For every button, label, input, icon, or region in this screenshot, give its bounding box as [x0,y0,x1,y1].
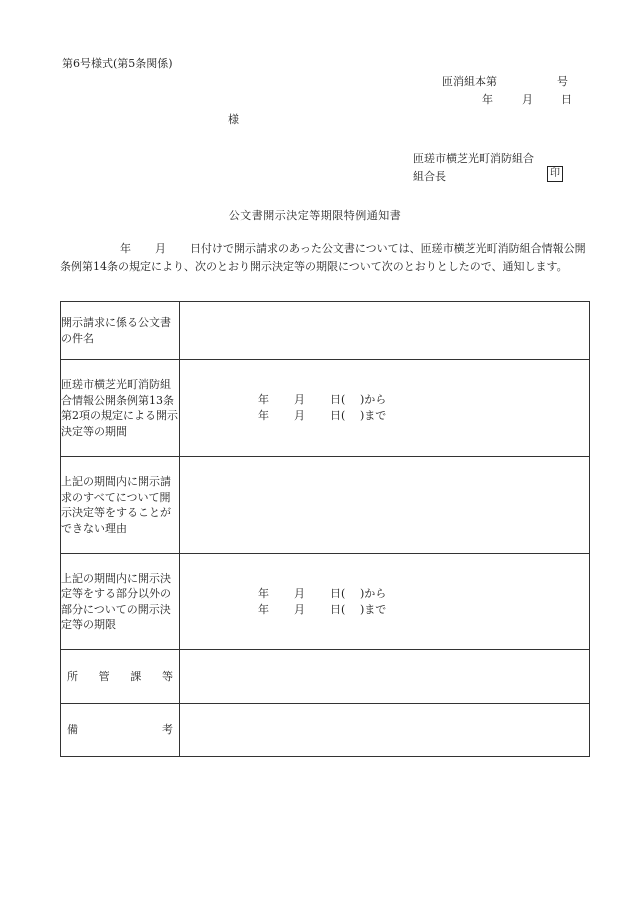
table-row [61,650,590,704]
period-to-line [258,408,589,424]
deadline-year: 年 [258,602,269,616]
deadline-month: 月 [294,602,305,616]
deadline-day: 日( [330,586,346,600]
table-row [61,360,590,457]
addressee: 様 [228,113,239,126]
value-department [180,650,590,704]
document-number [442,73,568,89]
value-decision-period [180,360,590,457]
value-document-subject [180,302,590,360]
body-month: 月 [155,242,166,255]
deadline-to: )まで [360,602,387,616]
issue-date-year: 年 [482,93,493,106]
document-title: 公文書開示決定等期限特例通知書 [228,209,402,222]
deadline-year: 年 [258,586,269,600]
department-char: 所 [67,669,78,683]
deadline-from: )から [360,586,387,600]
period-day: 日( [330,409,346,422]
remarks-char: 備 [67,723,78,737]
period-to: )まで [360,409,387,422]
period-from-line [258,392,589,408]
sender-title: 組合長 [413,170,446,183]
issue-date [482,91,572,107]
form-number: 第6号様式(第5条関係) [62,57,173,70]
department-char: 課 [130,669,142,683]
notice-table [60,301,590,757]
seal-mark: 印 [547,166,563,182]
table-row [61,457,590,554]
period-year: 年 [258,409,269,422]
table-row [61,302,590,360]
period-from: )から [360,393,387,406]
department-char: 等 [161,669,173,683]
table-row [61,554,590,650]
deadline-to-line [258,602,589,618]
remarks-char: 考 [162,723,173,737]
document-number-prefix: 匝消組本第 [442,75,497,88]
label-decision-period: 匝瑳市横芝光町消防組合情報公開条例第13条第2項の規定による開示決定等の期間 [61,360,180,457]
label-department [61,650,180,704]
body-year: 年 [120,242,131,255]
label-remarks [61,704,180,757]
value-reason [180,457,590,554]
deadline-month: 月 [294,586,305,600]
label-document-subject: 開示請求に係る公文書の件名 [61,302,180,360]
period-year: 年 [258,393,269,406]
period-month: 月 [294,409,305,422]
issue-date-day: 日 [561,93,572,106]
department-char: 管 [98,669,110,683]
label-remaining-deadline: 上記の期間内に開示決定等をする部分以外の部分についての開示決定等の期限 [61,554,180,650]
value-remarks [180,704,590,757]
period-month: 月 [294,393,305,406]
deadline-from-line [258,586,589,602]
table-row [61,704,590,757]
body-text: 日付けで開示請求のあった公文書については、匝瑳市横芝光町消防組合情報公開条例第14条の規定により、次のとおり開示決定等の期限について次のとおりとしたので、通知します。 [60,242,586,273]
body-paragraph [60,240,590,276]
issue-date-month: 月 [522,93,533,106]
sender-organization: 匝瑳市横芝光町消防組合 [413,152,534,165]
document-number-suffix: 号 [557,75,568,88]
period-day: 日( [330,393,346,406]
value-remaining-deadline [180,554,590,650]
label-reason: 上記の期間内に開示請求のすべてについて開示決定等をすることができない理由 [61,457,180,554]
deadline-day: 日( [330,602,346,616]
